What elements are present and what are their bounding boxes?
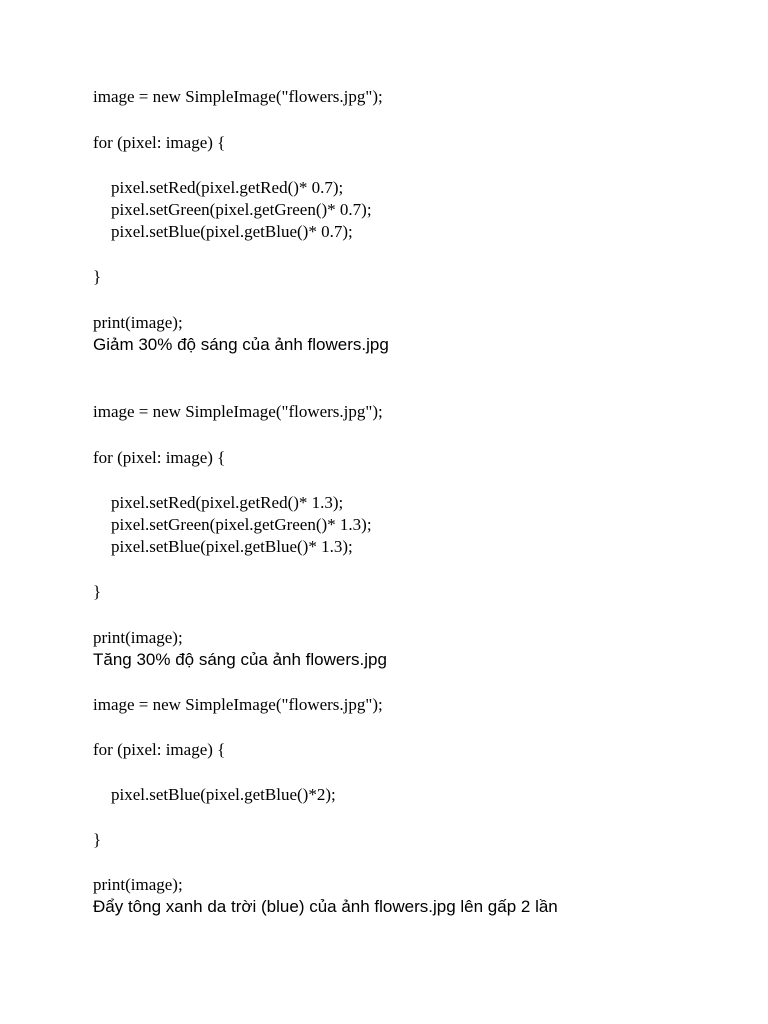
code-line-loop-open: for (pixel: image) {	[93, 133, 226, 152]
block-caption: Đẩy tông xanh da trời (blue) của ảnh flowers.jpg lên gấp 2 lần	[93, 897, 558, 916]
code-line-body: pixel.setGreen(pixel.getGreen()* 0.7);	[111, 200, 372, 219]
block-caption: Tăng 30% độ sáng của ảnh flowers.jpg	[93, 650, 387, 669]
code-line-loop-open: for (pixel: image) {	[93, 740, 226, 759]
block-caption: Giảm 30% độ sáng của ảnh flowers.jpg	[93, 335, 389, 354]
code-line-body: pixel.setRed(pixel.getRed()* 1.3);	[111, 493, 344, 512]
code-line-init: image = new SimpleImage("flowers.jpg");	[93, 695, 383, 714]
code-line-print: print(image);	[93, 875, 183, 894]
code-line-body: pixel.setRed(pixel.getRed()* 0.7);	[111, 178, 344, 197]
code-line-loop-close: }	[93, 582, 102, 601]
code-line-loop-open: for (pixel: image) {	[93, 448, 226, 467]
code-line-body: pixel.setBlue(pixel.getBlue()* 1.3);	[111, 537, 353, 556]
code-line-init: image = new SimpleImage("flowers.jpg");	[93, 87, 383, 106]
code-line-body: pixel.setBlue(pixel.getBlue()* 0.7);	[111, 222, 353, 241]
code-line-body: pixel.setBlue(pixel.getBlue()*2);	[111, 785, 336, 804]
code-line-body: pixel.setGreen(pixel.getGreen()* 1.3);	[111, 515, 372, 534]
code-line-print: print(image);	[93, 313, 183, 332]
code-line-loop-close: }	[93, 267, 102, 286]
code-line-init: image = new SimpleImage("flowers.jpg");	[93, 402, 383, 421]
code-line-loop-close: }	[93, 830, 102, 849]
code-line-print: print(image);	[93, 628, 183, 647]
